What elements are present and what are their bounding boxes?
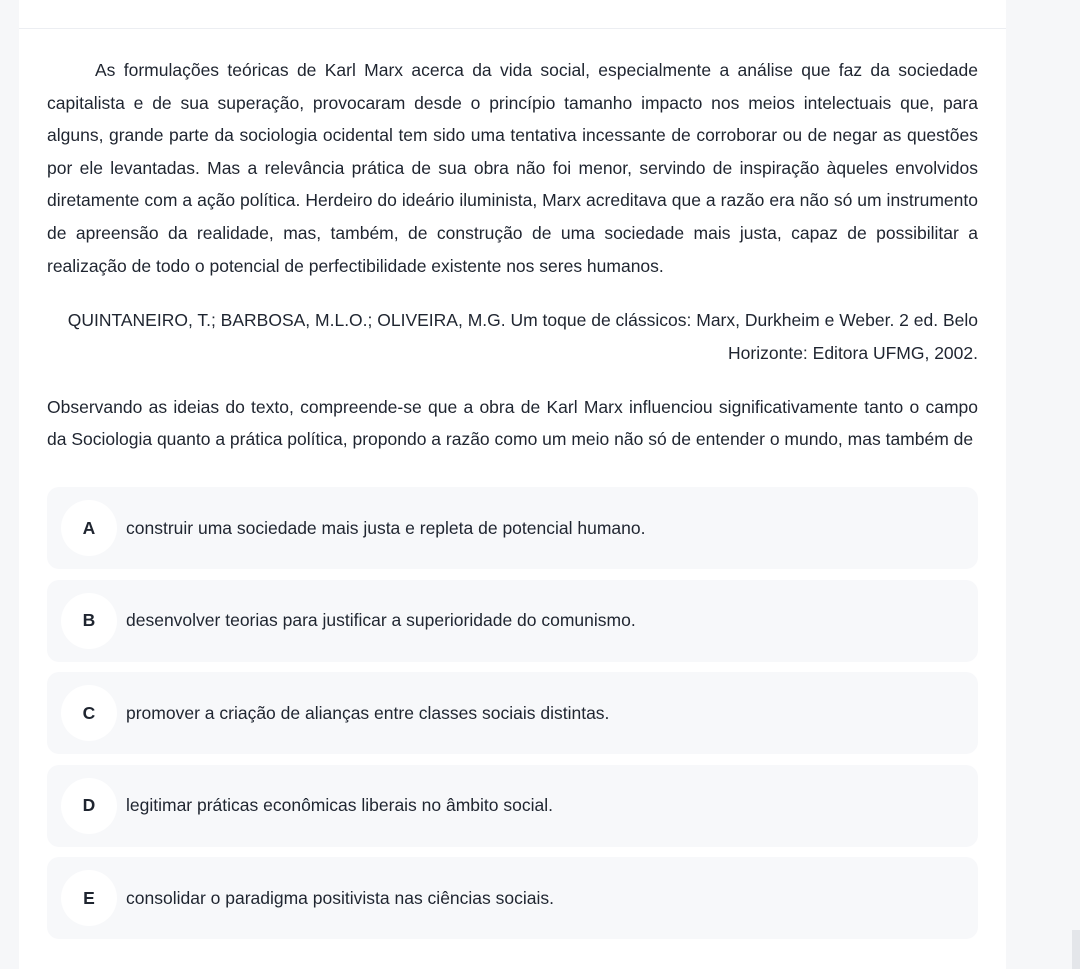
option-letter-badge: C bbox=[61, 685, 117, 741]
citation-text: QUINTANEIRO, T.; BARBOSA, M.L.O.; OLIVEIRA, M.G. Um toque de clássicos: Marx, Durkheim e Weber. 2 ed. Belo Horizonte: Editora UFMG, 2002. bbox=[67, 310, 978, 363]
question-content bbox=[47, 54, 978, 950]
option-text: legitimar práticas econômicas liberais no âmbito social. bbox=[126, 795, 553, 816]
option-letter-badge: A bbox=[61, 500, 117, 556]
option-b[interactable] bbox=[47, 580, 978, 662]
option-a[interactable] bbox=[47, 487, 978, 569]
answer-options bbox=[47, 487, 978, 939]
option-letter-badge: B bbox=[61, 593, 117, 649]
option-text: consolidar o paradigma positivista nas ciências sociais. bbox=[126, 887, 554, 908]
divider bbox=[19, 28, 1006, 29]
scrollbar-thumb[interactable] bbox=[1072, 930, 1080, 969]
option-letter-badge: D bbox=[61, 778, 117, 834]
passage-text: As formulações teóricas de Karl Marx acerca da vida social, especialmente a análise que faz da sociedade capitalista e de sua superação, provocaram desde o princípio tamanho impacto nos meios intelectuais que, para alguns, grande parte da sociologia ocidental tem sido uma tentativa incessante de corroborar ou de negar as questões por ele levantadas. Mas a relevância prática de sua obra não foi menor, servindo de inspiração àqueles envolvidos diretamente com a ação política. Herdeiro do ideário iluminista, Marx acreditava que a razão era não só um instrumento de apreensão da realidade, mas, também, de construção de uma sociedade mais justa, capaz de possibilitar a realização de todo o potencial de perfectibilidade existente nos seres humanos. bbox=[47, 60, 978, 276]
option-text: desenvolver teorias para justificar a superioridade do comunismo. bbox=[126, 610, 636, 631]
option-letter-badge: E bbox=[61, 870, 117, 926]
option-c[interactable] bbox=[47, 672, 978, 754]
option-e[interactable] bbox=[47, 857, 978, 939]
option-d[interactable] bbox=[47, 765, 978, 847]
option-text: promover a criação de alianças entre classes sociais distintas. bbox=[126, 702, 610, 723]
question-card bbox=[19, 0, 1006, 969]
question-prompt: Observando as ideias do texto, compreende-se que a obra de Karl Marx influenciou significativamente tanto o campo da Sociologia quanto a prática política, propondo a razão como um meio não só de entender o mundo, mas também de bbox=[47, 397, 978, 450]
option-text: construir uma sociedade mais justa e repleta de potencial humano. bbox=[126, 517, 646, 538]
